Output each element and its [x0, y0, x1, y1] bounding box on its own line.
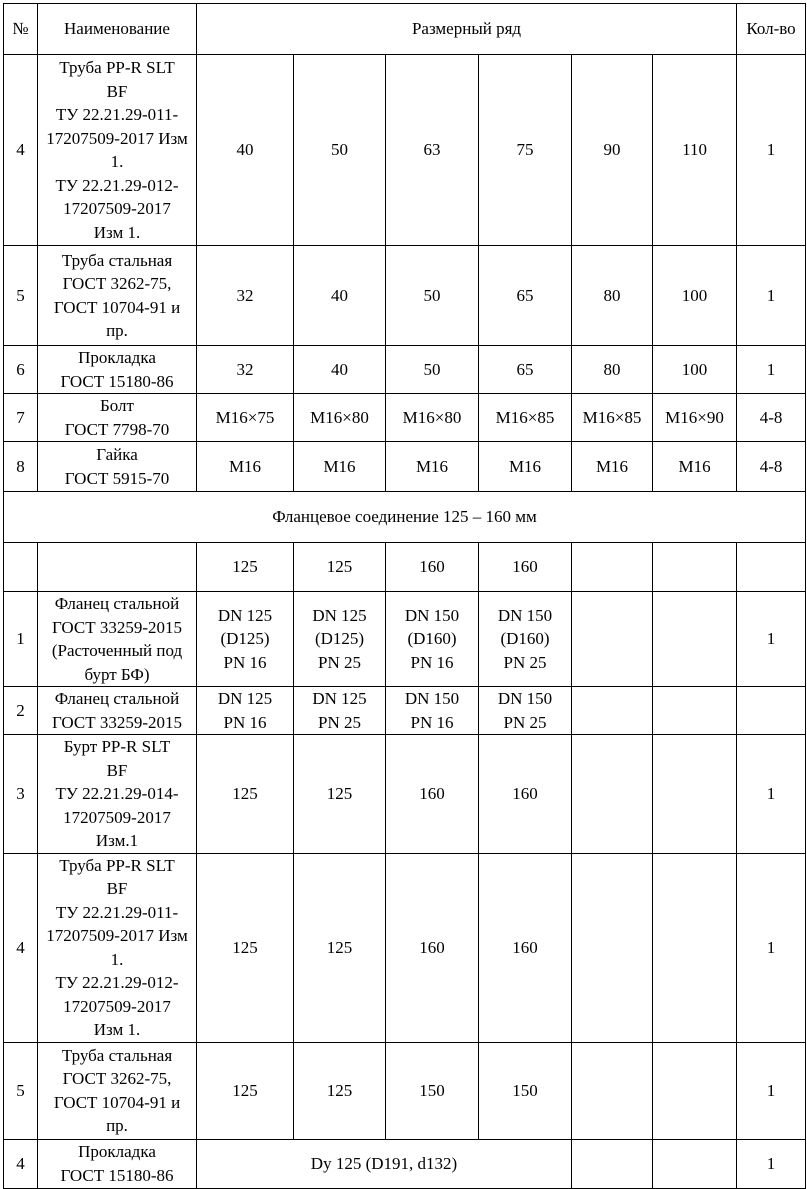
name-line: BF: [106, 81, 128, 101]
size-value: [197, 592, 294, 687]
value-line: (D160): [500, 629, 550, 649]
row-qty: 4-8: [737, 394, 806, 442]
name-line: ГОСТ 10704-91 и: [53, 297, 181, 317]
row-qty: 1: [737, 1042, 806, 1139]
name-line: Бурт PP-R SLT: [63, 737, 171, 756]
name-line: Прокладка: [78, 1142, 156, 1161]
name-line: Труба стальная: [61, 1045, 173, 1065]
size-value: M16×80: [294, 394, 386, 442]
size-value: [479, 853, 572, 1042]
size-value: [294, 1042, 386, 1139]
row-qty: 1: [737, 346, 806, 394]
size-value: 50: [294, 55, 386, 246]
value-line: 125: [232, 937, 258, 957]
size-value: 65: [479, 246, 572, 346]
size-value: M16: [294, 442, 386, 492]
size-value: 50: [386, 346, 479, 394]
row-name: [38, 1042, 197, 1139]
size-value: M16×85: [572, 394, 653, 442]
name-line: ГОСТ 33259-2015: [51, 617, 183, 637]
table-row: [4, 246, 806, 346]
size-value: 40: [294, 246, 386, 346]
row-name: [38, 55, 197, 246]
row-num: 1: [4, 592, 38, 687]
size-value: [479, 687, 572, 735]
name-line: ГОСТ 33259-2015: [51, 712, 183, 732]
size-value: [479, 1042, 572, 1139]
table-row: [4, 687, 806, 735]
row-name: [38, 442, 197, 492]
row-name: [38, 246, 197, 346]
size-value: 40: [294, 346, 386, 394]
row-name: [38, 853, 197, 1042]
value-line: 125: [326, 937, 353, 957]
size-value: 32: [197, 346, 294, 394]
cell-empty: [572, 592, 653, 687]
name-line: (Расточенный под: [51, 641, 183, 660]
size-cell: 160: [479, 543, 572, 592]
value-line: (D160): [407, 629, 457, 649]
row-num: 4: [4, 1139, 38, 1188]
value-line: PN 16: [410, 652, 454, 672]
row-name: [38, 346, 197, 394]
name-line: 17207509-2017: [63, 807, 171, 827]
size-value: 65: [479, 346, 572, 394]
name-line: Прокладка: [78, 348, 156, 367]
row-qty: 1: [737, 735, 806, 854]
name-line: ГОСТ 5915-70: [64, 468, 170, 488]
name-line: Изм 1.: [93, 222, 141, 242]
name-line: ГОСТ 10704-91 и: [53, 1092, 181, 1112]
row-qty: 1: [737, 55, 806, 246]
name-line: Труба стальная: [61, 250, 173, 270]
row-qty: 4-8: [737, 442, 806, 492]
value-line: PN 16: [223, 652, 267, 672]
value-line: DN 150: [497, 689, 553, 708]
name-line: Фланец стальной: [54, 689, 180, 708]
value-line: 150: [512, 1080, 538, 1100]
value-line: DN 125: [312, 605, 367, 625]
value-line: (D125): [314, 629, 365, 649]
name-line: ТУ 22.21.29-011-: [55, 902, 179, 922]
name-line: Гайка: [96, 445, 138, 464]
header-num: №: [4, 4, 38, 55]
table-row: [4, 1042, 806, 1139]
row-num: 8: [4, 442, 38, 492]
name-line: BF: [106, 879, 128, 898]
size-value: 100: [653, 246, 737, 346]
size-value: [386, 687, 479, 735]
row-name: [38, 735, 197, 854]
value-line: 150: [419, 1080, 445, 1100]
table-row: [4, 394, 806, 442]
name-line: 1.: [110, 949, 124, 969]
name-line: ГОСТ 3262-75,: [62, 274, 172, 293]
name-line: бурт БФ): [84, 664, 150, 684]
value-line: 125: [326, 1080, 353, 1100]
size-value: 80: [572, 346, 653, 394]
header-qty: Кол-во: [737, 4, 806, 55]
row-qty: 1: [737, 246, 806, 346]
size-value: M16: [386, 442, 479, 492]
table-row: [4, 853, 806, 1042]
row-num: 5: [4, 246, 38, 346]
row-num: 5: [4, 1042, 38, 1139]
size-value: [386, 1042, 479, 1139]
size-value: [479, 592, 572, 687]
name-line: 17207509-2017 Изм: [46, 926, 188, 945]
size-value: 80: [572, 246, 653, 346]
header-row: [4, 4, 806, 55]
size-value: [197, 687, 294, 735]
value-line: 125: [232, 784, 258, 803]
value-line: DN 150: [404, 605, 460, 625]
name-line: ТУ 22.21.29-012-: [55, 175, 179, 195]
row-num: 4: [4, 55, 38, 246]
cell-empty: [572, 687, 653, 735]
size-value: [294, 735, 386, 854]
row-qty: 1: [737, 592, 806, 687]
size-cell: 125: [197, 543, 294, 592]
name-line: ТУ 22.21.29-014-: [55, 784, 179, 803]
name-line: ТУ 22.21.29-011-: [55, 105, 179, 124]
value-line: PN 25: [318, 652, 361, 672]
value-line: 160: [419, 784, 445, 803]
size-value: [294, 687, 386, 735]
name-line: ТУ 22.21.29-012-: [55, 973, 179, 992]
name-line: Изм.1: [95, 831, 139, 850]
value-line: (D125): [220, 629, 270, 649]
value-line: DN 125: [312, 689, 367, 708]
size-value: [197, 735, 294, 854]
value-line: 125: [326, 784, 353, 803]
row-qty: 1: [737, 1139, 806, 1188]
table-row: [4, 735, 806, 854]
size-value: M16: [197, 442, 294, 492]
row-qty: [737, 687, 806, 735]
size-value: 110: [653, 55, 737, 246]
name-line: 17207509-2017: [63, 996, 171, 1016]
size-value: M16×75: [197, 394, 294, 442]
value-line: 125: [232, 1080, 258, 1100]
value-line: PN 25: [503, 652, 547, 672]
row-name: [38, 687, 197, 735]
row-name: [38, 592, 197, 687]
name-line: Труба PP-R SLT: [59, 58, 175, 77]
size-value: [479, 735, 572, 854]
size-value: [197, 853, 294, 1042]
cell-empty: [653, 735, 737, 854]
value-line: 160: [512, 784, 538, 803]
value-line: 160: [512, 937, 538, 957]
name-line: 17207509-2017 Изм: [46, 128, 188, 148]
cell-name: [38, 543, 197, 592]
size-cell: 125: [294, 543, 386, 592]
name-line: 1.: [110, 152, 124, 171]
name-line: BF: [106, 760, 128, 780]
name-line: пр.: [106, 1116, 128, 1135]
table-row: [4, 346, 806, 394]
cell-empty: [737, 543, 806, 592]
row-qty: 1: [737, 853, 806, 1042]
value-line: 160: [419, 937, 445, 957]
cell-empty: [653, 687, 737, 735]
name-line: пр.: [106, 321, 128, 340]
size-value: [386, 735, 479, 854]
size-value: M16: [479, 442, 572, 492]
size-value: [294, 853, 386, 1042]
size-value: M16×80: [386, 394, 479, 442]
row-num: 4: [4, 853, 38, 1042]
size-value: M16: [572, 442, 653, 492]
cell-empty: [653, 543, 737, 592]
name-line: Труба PP-R SLT: [59, 855, 175, 875]
header-sizes: Размерный ряд: [197, 4, 737, 55]
value-line: PN 25: [318, 712, 361, 732]
value-line: DN 150: [497, 605, 553, 625]
size-value: [386, 592, 479, 687]
value-line: DN 125: [217, 605, 273, 625]
name-line: ГОСТ 3262-75,: [62, 1069, 172, 1088]
size-value: [197, 1042, 294, 1139]
value-line: DN 150: [404, 689, 460, 708]
cell-empty: [572, 853, 653, 1042]
sizes-row: [4, 543, 806, 592]
cell-empty: [572, 735, 653, 854]
table-row: [4, 55, 806, 246]
size-value: 100: [653, 346, 737, 394]
section-row: [4, 492, 806, 543]
value-line: DN 125: [217, 689, 273, 708]
section-title: Фланцевое соединение 125 – 160 мм: [4, 492, 806, 543]
value-line: PN 16: [223, 712, 267, 732]
size-value: M16×85: [479, 394, 572, 442]
row-num: 2: [4, 687, 38, 735]
row-name: [38, 394, 197, 442]
size-value: 32: [197, 246, 294, 346]
row-num: 3: [4, 735, 38, 854]
cell-empty: [653, 853, 737, 1042]
name-line: Изм 1.: [93, 1020, 141, 1039]
table-row: [4, 592, 806, 687]
cell-empty: [653, 592, 737, 687]
size-value: 40: [197, 55, 294, 246]
spec-table: [3, 3, 806, 1189]
cell-empty: [572, 543, 653, 592]
size-value: M16: [653, 442, 737, 492]
name-line: ГОСТ 15180-86: [60, 1165, 174, 1185]
size-value: 75: [479, 55, 572, 246]
header-name: Наименование: [38, 4, 197, 55]
name-line: ГОСТ 15180-86: [60, 371, 174, 391]
cell-num: [4, 543, 38, 592]
table-row: [4, 442, 806, 492]
size-value: [386, 853, 479, 1042]
cell-empty: [653, 1042, 737, 1139]
size-value: 90: [572, 55, 653, 246]
name-line: Фланец стальной: [54, 594, 180, 613]
name-line: Болт: [100, 396, 134, 415]
size-value: M16×90: [653, 394, 737, 442]
name-line: 17207509-2017: [63, 199, 171, 218]
size-value: 50: [386, 246, 479, 346]
size-value: [294, 592, 386, 687]
row-num: 6: [4, 346, 38, 394]
cell-empty: [572, 1042, 653, 1139]
value-line: PN 25: [503, 712, 547, 732]
size-value: 63: [386, 55, 479, 246]
value-line: PN 16: [410, 712, 454, 732]
name-line: ГОСТ 7798-70: [64, 419, 170, 439]
row-value: Dy 125 (D191, d132): [197, 1139, 572, 1188]
size-cell: 160: [386, 543, 479, 592]
row-num: 7: [4, 394, 38, 442]
